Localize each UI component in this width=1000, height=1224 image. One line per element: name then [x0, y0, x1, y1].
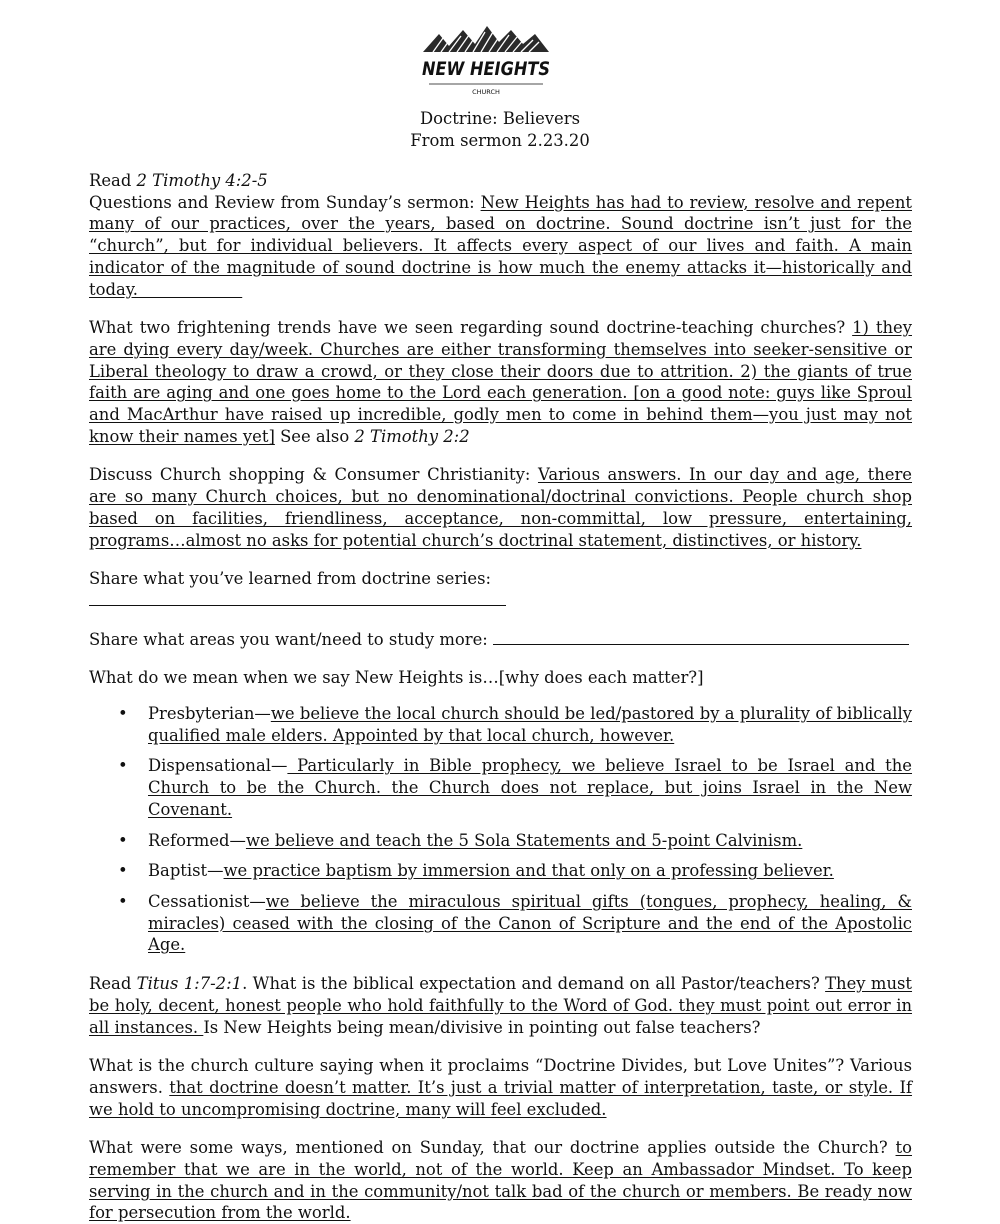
- bullet-icon: •: [118, 830, 128, 850]
- read-passage-1: Read 2 Timothy 4:2-5: [89, 171, 268, 190]
- answer-blank[interactable]: [493, 630, 909, 645]
- question-doctrine-outside: What were some ways, mentioned on Sunday, that our doctrine applies outside the Church? to remember that we are in the world, not of the world. Keep an Ambassador Mindset. To keep serving in the church and in the community/not talk bad of the church or members. Be ready now for persecution from the world.: [89, 1138, 912, 1223]
- question-church-shopping: Discuss Church shopping & Consumer Christianity: Various answers. In our day and age, there are so many Church choices, but no denominational/doctrinal convictions. People church shop based on facilities, friendliness, acceptance, non-committal, low pressure, entertaining, programs…almost no asks for potential church’s doctrinal statement, distinctives, or history.: [89, 465, 912, 550]
- question-review: Questions and Review from Sunday’s sermon: New Heights has had to review, resolve and repent many of our practices, over the years, based on doctrine. Sound doctrine isn’t just for the “church”, but for individual believers. It affects every aspect of our lives and faith. A main indicator of the magnitude of sound doctrine is how much the enemy attacks it—historically and today.: [89, 192, 912, 299]
- list-item: • Dispensational— Particularly in Bible prophecy, we believe Israel to be Israel and the Church to be the Church. the Church does not replace, but joins Israel in the New Covenant.: [118, 756, 912, 819]
- logo-subtitle: CHURCH: [472, 88, 500, 96]
- bullet-icon: •: [118, 756, 128, 776]
- answer-text: we practice baptism by immersion and that only on a professing believer.: [223, 861, 834, 881]
- answer-text: we believe the local church should be led/pastored by a plurality of biblically qualified male elders. Appointed by that local church, however.: [148, 704, 912, 745]
- logo-wordmark: NEW HEIGHTS: [422, 58, 550, 80]
- question-church-culture: What is the church culture saying when it proclaims “Doctrine Divides, but Love Unites”? Various answers. that doctrine doesn’t matter. It’s just a trivial matter of interpretation, taste, or style. If we hold to uncompromising doctrine, many will feel excluded.: [89, 1056, 913, 1119]
- answer-text: that doctrine doesn’t matter. It’s just a trivial matter of interpretation, taste, or style. If we hold to uncompromising doctrine, many will feel excluded.: [89, 1077, 913, 1119]
- bullet-icon: •: [118, 861, 128, 881]
- mountain-peaks-icon: [423, 26, 549, 52]
- list-item: • Reformed—we believe and teach the 5 Sola Statements and 5-point Calvinism.: [118, 830, 803, 850]
- question-learned: Share what you’ve learned from doctrine series:: [89, 568, 912, 611]
- distinctives-list: [89, 703, 912, 956]
- list-item: • Presbyterian—we believe the local church should be led/pastored by a plurality of biblically qualified male elders. Appointed by that local church, however.: [118, 704, 912, 745]
- page-subtitle: From sermon 2.23.20: [410, 131, 590, 150]
- bullet-icon: •: [118, 704, 128, 724]
- church-logo: [419, 24, 553, 98]
- worksheet-header: [0, 108, 1000, 152]
- page-title: Doctrine: Believers: [420, 109, 580, 128]
- answer-text: New Heights has had to review, resolve and repent many of our practices, over the years, based on doctrine. Sound doctrine isn’t just for the “church”, but for individual believers. It affects every aspect of our lives and faith. A main indicator of the magnitude of sound doctrine is how much the enemy attacks it—historically and today.: [89, 192, 912, 299]
- answer-text: we believe the miraculous spiritual gifts (tongues, prophecy, healing, & miracles) ceased with the closing of the Canon of Scripture and the end of the Apostolic Age.: [148, 891, 912, 955]
- scripture-ref: 2 Timothy 4:2-5: [136, 171, 268, 190]
- question-study-more: Share what areas you want/need to study more:: [89, 629, 912, 651]
- answer-text: to remember that we are in the world, not of the world. Keep an Ambassador Mindset. To keep serving in the church and in the community/not talk bad of the church or members. Be ready now for persecution from the world.: [89, 1138, 912, 1223]
- scripture-ref: Titus 1:7-2:1: [136, 974, 243, 994]
- list-item: • Cessationist—we believe the miraculous spiritual gifts (tongues, prophecy, healing, & miracles) ceased with the closing of the Canon of Scripture and the end of the Apostolic Age.: [118, 891, 912, 955]
- answer-text: 1) they are dying every day/week. Churches are either transforming themselves into seeker-sensitive or Liberal theology to draw a crowd, or they close their doors due to attrition. 2) the giants of true faith are aging and one goes home to the Lord each generation. [on a good note: guys like Sproul and MacArthur have raised up incredible, godly men to come in behind them—you just may not know their names yet]: [89, 318, 912, 446]
- bullet-icon: •: [118, 891, 128, 911]
- list-item: • Baptist—we practice baptism by immersion and that only on a professing believer.: [118, 861, 834, 881]
- answer-text: we believe and teach the 5 Sola Statements and 5-point Calvinism.: [245, 830, 803, 850]
- answer-blank[interactable]: [89, 591, 506, 606]
- question-distinctives: What do we mean when we say New Heights is…[why does each matter?]: [89, 668, 704, 688]
- question-pastor-expectation: Read Titus 1:7-2:1. What is the biblical expectation and demand on all Pastor/teachers? They must be holy, decent, honest people who hold faithfully to the Word of God. they must point out error in all instances. Is New Heights being mean/divisive in pointing out false teachers?: [89, 974, 913, 1037]
- scripture-ref: 2 Timothy 2:2: [354, 426, 470, 446]
- worksheet-body: [89, 170, 912, 1224]
- answer-text: They must be holy, decent, honest people who hold faithfully to the Word of God. they must point out error in all instances.: [89, 974, 913, 1037]
- answer-text: Particularly in Bible prophecy, we believe Israel to be Israel and the Church to be the Church. the Church does not replace, but joins Israel in the New Covenant.: [148, 756, 912, 819]
- question-trends: What two frightening trends have we seen regarding sound doctrine-teaching churches? 1) they are dying every day/week. Churches are either transforming themselves into seeker-sensitive or Liberal theology to draw a crowd, or they close their doors due to attrition. 2) the giants of true faith are aging and one goes home to the Lord each generation. [on a good note: guys like Sproul and MacArthur have raised up incredible, godly men to come in behind them—you just may not know their names yet] See also 2 Timothy 2:2: [89, 318, 912, 446]
- answer-text: Various answers. In our day and age, there are so many Church choices, but no denominational/doctrinal convictions. People church shop based on facilities, friendliness, acceptance, non-committal, low pressure, entertaining, programs…almost no asks for potential church’s doctrinal statement, distinctives, or history.: [89, 465, 912, 550]
